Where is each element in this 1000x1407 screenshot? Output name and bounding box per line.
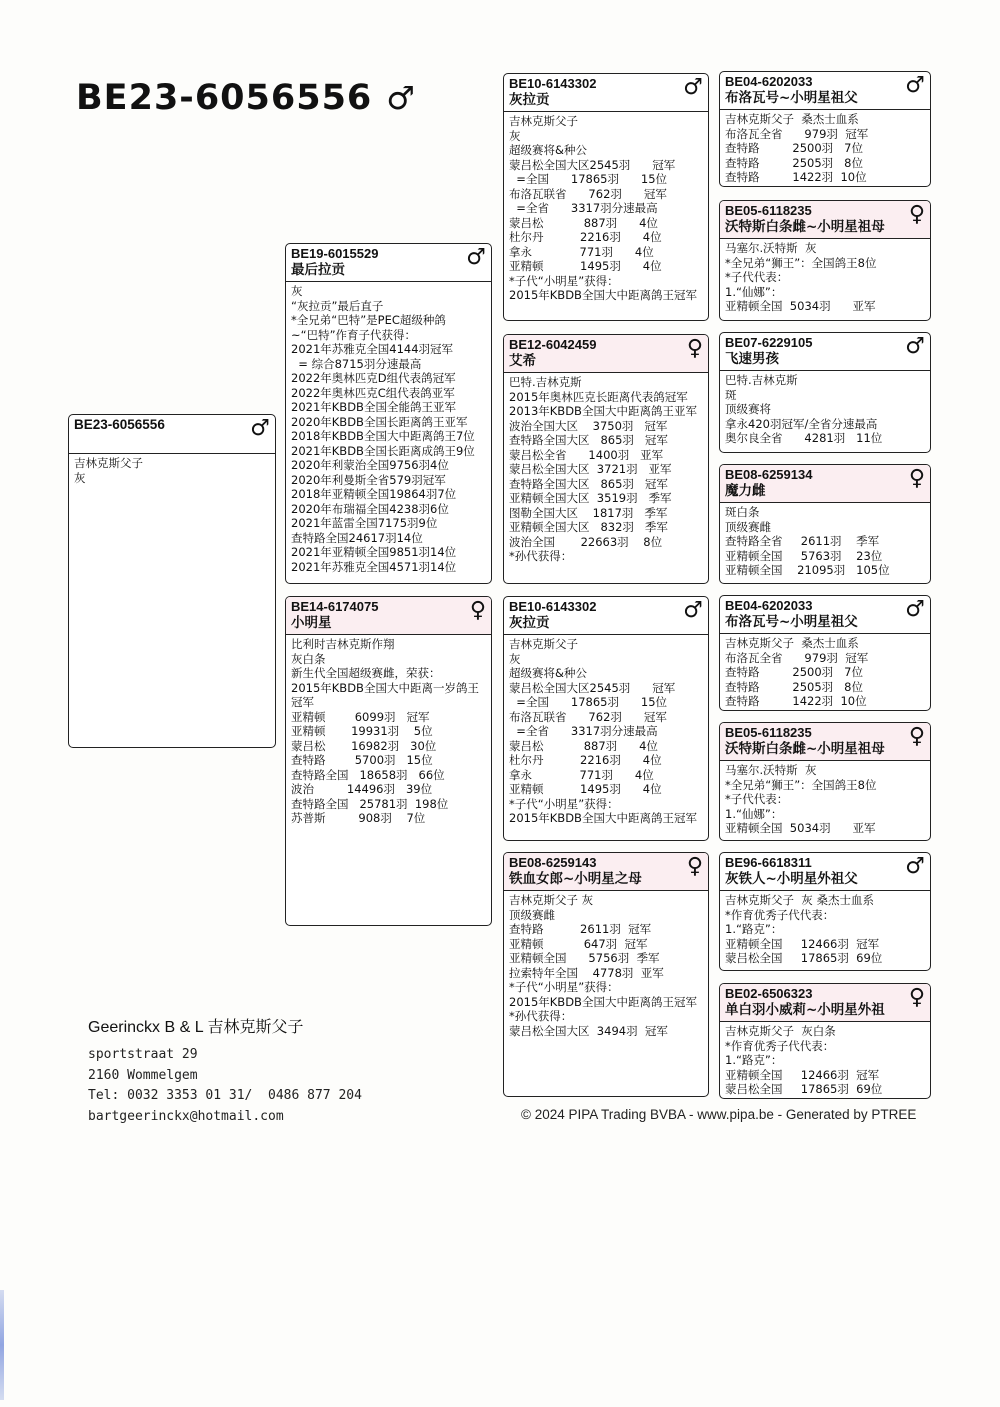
female-symbol-icon: ♀ — [469, 598, 486, 623]
card-line: 亚精顿全国 5756羽 季军 — [509, 951, 660, 965]
card-line: *作育优秀子代代表： — [725, 1038, 835, 1053]
card-header — [720, 72, 930, 110]
card-header — [720, 333, 930, 371]
male-symbol-icon: ♂ — [905, 597, 925, 622]
card-line: ~“巴特”作育子代获得： — [291, 327, 417, 342]
card-line: *子代代表： — [725, 792, 789, 806]
card-line: 亚精顿全国 21095羽 105位 — [725, 563, 890, 577]
card-line: 查特路全省 2611羽 季军 — [725, 534, 880, 548]
pedigree-card-subject — [68, 414, 276, 748]
card-line: 1.“仙娜”： — [725, 806, 783, 821]
card-line: 巴特.吉林克斯 — [509, 375, 582, 389]
ring-number: BE04-6202033 — [725, 74, 813, 89]
card-line: 查特路全国大区 865羽 冠军 — [509, 433, 668, 447]
card-line: 查特路 1422羽 10位 — [725, 694, 867, 708]
pedigree-card-sire-sire — [503, 73, 709, 321]
card-header — [286, 597, 491, 635]
card-line: 蒙吕松全国大区 3721羽 亚军 — [509, 462, 672, 476]
ring-number: BE02-6506323 — [725, 986, 813, 1001]
card-line: 蒙吕松 16982羽 30位 — [291, 738, 437, 753]
pedigree-card-sds — [719, 332, 931, 453]
card-line: 波治 14496羽 39位 — [291, 782, 433, 796]
card-line: =全省 3317羽分速最高 — [509, 724, 658, 738]
card-line: 顶级赛雌 — [509, 907, 555, 922]
ring-number: BE10-6143302 — [509, 76, 597, 91]
card-line: 顶级赛雌 — [725, 519, 771, 534]
male-symbol-icon: ♂ — [386, 79, 416, 117]
card-line: 2015年KBDB全国大中距离鸽王冠军 — [509, 811, 697, 825]
card-line: 图勒全国大区 1817羽 季军 — [509, 505, 668, 520]
ring-number: BE04-6202033 — [725, 598, 813, 613]
card-line: 布洛瓦联省 762羽 冠军 — [509, 709, 667, 724]
pigeon-name: 艾希 — [509, 353, 536, 369]
card-line: 吉林克斯父子 灰白条 — [725, 1024, 836, 1038]
card-line: 吉林克斯父子 灰 桑杰士血系 — [725, 893, 874, 907]
card-line: 2020年利曼斯全省579羽冠军 — [291, 472, 446, 487]
card-line: 拿永420羽冠军/全省分速最高 — [725, 416, 878, 431]
card-line: 吉林克斯父子 — [74, 456, 143, 470]
card-body — [504, 635, 708, 826]
female-symbol-icon: ♀ — [908, 985, 925, 1010]
card-line: 马塞尔.沃特斯 灰 — [725, 241, 817, 255]
card-line: 新生代全国超级赛雌，荣获： — [291, 666, 441, 680]
card-line: 冠军 — [291, 695, 314, 709]
card-body — [504, 891, 708, 1038]
card-line: 马塞尔.沃特斯 灰 — [725, 763, 817, 777]
card-line: *子代“小明星”获得： — [509, 273, 619, 288]
card-line: 查特路 2505羽 8位 — [725, 679, 863, 694]
card-line: 蒙吕松全国 17865羽 69位 — [725, 951, 883, 965]
breeder-info — [88, 1014, 362, 1127]
breeder-phone: Tel: 0032 3353 01 31/ 0486 877 204 — [88, 1088, 362, 1103]
ring-number: BE05-6118235 — [725, 203, 812, 218]
card-line: 亚精顿 1495羽 4位 — [509, 259, 662, 273]
card-line: 布洛瓦全省 979羽 冠军 — [725, 650, 869, 665]
male-symbol-icon: ♂ — [250, 416, 270, 441]
card-line: =全国 17865羽 15位 — [509, 695, 668, 709]
pedigree-card-sdd — [719, 464, 931, 584]
breeder-city: 2160 Wommelgem — [88, 1067, 198, 1083]
card-line: 蒙吕松 887羽 4位 — [509, 215, 658, 230]
pedigree-card-sire — [285, 243, 492, 584]
card-line: 2022年奥林匹克C组代表鸽亚军 — [291, 385, 455, 400]
card-header — [720, 853, 930, 891]
card-line: 查特路 2505羽 8位 — [725, 155, 863, 170]
pedigree-card-dsd — [719, 722, 931, 841]
card-header — [286, 244, 491, 282]
card-line: 蒙吕松全国大区2545羽 冠军 — [509, 157, 676, 172]
card-line: *全兄弟“巴特”是PEC超级种鸽 — [291, 313, 446, 327]
pedigree-card-sire-dam — [503, 334, 709, 584]
card-line: 亚精顿全国大区 832羽 季军 — [509, 520, 668, 534]
card-body — [69, 454, 275, 485]
card-body — [720, 239, 930, 314]
female-symbol-icon: ♀ — [686, 854, 703, 879]
pigeon-name: 沃特斯白条雌~小明星祖母 — [725, 219, 885, 235]
card-line: 吉林克斯父子 灰 — [509, 893, 594, 907]
card-line: 2018年KBDB全国大中距离鸽王7位 — [291, 429, 475, 443]
pigeon-name: 最后拉贡 — [291, 262, 345, 278]
card-line: 蒙吕松 887羽 4位 — [509, 738, 658, 753]
ring-number: BE14-6174075 — [291, 599, 379, 614]
pedigree-card-dds — [719, 852, 931, 971]
card-header — [504, 74, 708, 112]
card-header — [720, 984, 930, 1022]
card-line: 2020年利蒙治全国9756羽4位 — [291, 458, 449, 472]
card-body — [720, 371, 930, 446]
card-line: 杜尔丹 2216羽 4位 — [509, 230, 662, 244]
card-line: *孙代获得： — [509, 549, 573, 563]
card-line: 灰 — [509, 128, 521, 143]
ring-number: BE96-6618311 — [725, 855, 812, 870]
pedigree-card-ssd — [719, 200, 931, 321]
pigeon-name: 灰拉贡 — [509, 615, 550, 631]
card-line: 亚精顿全国 12466羽 冠军 — [725, 936, 880, 951]
pedigree-card-sss — [719, 71, 931, 187]
card-line: 亚精顿全国大区 3519羽 季军 — [509, 491, 672, 505]
card-line: 2015年KBDB全国大中距离鸽王冠军 — [509, 994, 697, 1009]
copyright-footer: © 2024 PIPA Trading BVBA - www.pipa.be - Generated by PTREE — [521, 1107, 917, 1122]
card-line: 灰 — [291, 284, 303, 298]
female-symbol-icon: ♀ — [908, 202, 925, 227]
male-symbol-icon: ♂ — [683, 598, 703, 623]
male-symbol-icon: ♂ — [905, 334, 925, 359]
card-line: =全国 17865羽 15位 — [509, 172, 668, 186]
card-line: 2021年苏雅克全国4571羽14位 — [291, 559, 457, 574]
card-line: 2021年蓝雷全国7175羽9位 — [291, 516, 438, 530]
card-body — [720, 634, 930, 709]
female-symbol-icon: ♀ — [908, 466, 925, 491]
card-line: = 综合8715羽分速最高 — [291, 356, 422, 371]
card-line: 2018年亚精顿全国19864羽7位 — [291, 487, 457, 501]
pigeon-name: 灰拉贡 — [509, 92, 550, 108]
card-line: 波治全国 22663羽 8位 — [509, 534, 663, 549]
card-line: 拉索特年全国 4778羽 亚军 — [509, 965, 664, 980]
card-header — [720, 723, 930, 761]
card-line: *子代“小明星”获得： — [509, 796, 619, 811]
male-symbol-icon: ♂ — [683, 75, 703, 100]
ring-number: BE07-6229105 — [725, 335, 813, 350]
card-line: 查特路 5700羽 15位 — [291, 753, 433, 767]
card-line: 顶级赛将 — [725, 402, 771, 416]
card-line: 查特路全国大区 865羽 冠军 — [509, 476, 668, 491]
card-line: *子代代表： — [725, 270, 789, 284]
female-symbol-icon: ♀ — [908, 724, 925, 749]
card-line: 吉林克斯父子 — [509, 114, 578, 128]
card-line: 灰白条 — [291, 651, 326, 666]
scan-edge-mark — [0, 1290, 4, 1400]
male-symbol-icon: ♂ — [905, 73, 925, 98]
card-line: “灰拉贡”最后直子 — [291, 298, 384, 313]
card-line: 斑白条 — [725, 505, 760, 519]
card-body — [720, 761, 930, 836]
card-line: 1.“仙娜”： — [725, 284, 783, 299]
pigeon-name: 沃特斯白条雌~小明星祖母 — [725, 741, 885, 757]
card-header — [504, 597, 708, 635]
card-line: 1.“路克”： — [725, 922, 783, 936]
card-line: 2020年布瑞福全国4238羽6位 — [291, 501, 449, 516]
card-line: 2015年KBDB全国大中距离一岁鸽王 — [291, 680, 479, 695]
card-line: 蒙吕松全国大区2545羽 冠军 — [509, 680, 676, 695]
card-header — [720, 465, 930, 503]
card-line: 巴特.吉林克斯 — [725, 373, 798, 387]
breeder-street: sportstraat 29 — [88, 1047, 198, 1062]
card-header — [69, 415, 275, 454]
card-line: 查特路全国 18658羽 66位 — [291, 767, 445, 782]
card-line: 蒙吕松全国大区 3494羽 冠军 — [509, 1023, 668, 1038]
breeder-email: bartgeerinckx@hotmail.com — [88, 1108, 284, 1124]
pedigree-card-ddd — [719, 983, 931, 1099]
card-line: 吉林克斯父子 — [509, 637, 578, 651]
card-line: 布洛瓦联省 762羽 冠军 — [509, 186, 667, 201]
pedigree-card-dam — [285, 596, 492, 926]
card-line: 亚精顿 647羽 冠军 — [509, 936, 648, 951]
male-symbol-icon: ♂ — [466, 245, 486, 270]
card-line: 查特路 1422羽 10位 — [725, 170, 867, 184]
female-symbol-icon: ♀ — [686, 336, 703, 361]
ring-number: BE08-6259143 — [509, 855, 597, 870]
card-line: 查特路 2611羽 冠军 — [509, 922, 652, 936]
pigeon-name: 布洛瓦号~小明星祖父 — [725, 90, 858, 106]
card-line: 吉林克斯父子 桑杰士血系 — [725, 112, 859, 126]
card-line: 灰 — [74, 470, 86, 485]
ring-number: BE12-6042459 — [509, 337, 597, 352]
card-line: 拿永 771羽 4位 — [509, 244, 654, 259]
card-line: 2021年KBDB全国全能鸽王亚军 — [291, 400, 456, 414]
card-line: 亚精顿全国 5763羽 23位 — [725, 548, 883, 563]
card-line: 1.“路克”： — [725, 1053, 783, 1067]
card-line: 亚精顿全国 12466羽 冠军 — [725, 1067, 880, 1082]
card-body — [286, 282, 491, 574]
page-title — [76, 78, 416, 118]
card-line: *孙代获得： — [509, 1009, 573, 1023]
card-line: 2015年KBDB全国大中距离鸽王冠军 — [509, 288, 697, 302]
pedigree-card-dss — [719, 595, 931, 711]
ring-number: BE19-6015529 — [291, 246, 379, 261]
card-line: *作育优秀子代代表： — [725, 907, 835, 922]
card-header — [504, 335, 708, 373]
card-line: 蒙吕松全省 1400羽 亚军 — [509, 447, 664, 462]
card-body — [720, 503, 930, 578]
card-line: 2021年苏雅克全国4144羽冠军 — [291, 342, 454, 356]
card-line: 布洛瓦全省 979羽 冠军 — [725, 126, 869, 141]
pigeon-name: 铁血女郎~小明星之母 — [509, 871, 642, 887]
card-line: 2022年奥林匹克D组代表鸽冠军 — [291, 371, 456, 385]
card-body — [504, 112, 708, 303]
card-line: 拿永 771羽 4位 — [509, 767, 654, 782]
card-line: 亚精顿 19931羽 5位 — [291, 724, 433, 738]
card-line: 比利时吉林克斯作翔 — [291, 637, 395, 651]
card-line: *子代“小明星”获得： — [509, 980, 619, 994]
card-body — [286, 635, 491, 826]
pedigree-card-dam-sire — [503, 596, 709, 841]
card-line: 灰 — [509, 651, 521, 666]
ring-number: BE23-6056556 — [74, 417, 165, 432]
card-line: 超级赛将&种公 — [509, 666, 587, 680]
card-line: 查特路全国 25781羽 198位 — [291, 796, 449, 811]
card-line: 亚精顿全国 5034羽 亚军 — [725, 299, 876, 313]
card-line: 2013年KBDB全国大中距离鸽王亚军 — [509, 404, 697, 418]
breeder-name: Geerinckx B & L 吉林克斯父子 — [88, 1019, 304, 1036]
card-line: =全省 3317羽分速最高 — [509, 201, 658, 215]
card-line: 2020年KBDB全国长距离鸽王亚军 — [291, 414, 468, 429]
card-line: 查特路 2500羽 7位 — [725, 141, 863, 155]
card-line: 波治全国大区 3750羽 冠军 — [509, 418, 668, 433]
card-header — [720, 596, 930, 634]
card-line: 奥尔良全省 4281羽 11位 — [725, 431, 883, 445]
card-line: 查特路全国24617羽14位 — [291, 530, 423, 545]
pigeon-name: 灰铁人~小明星外祖父 — [725, 871, 858, 887]
card-line: 杜尔丹 2216羽 4位 — [509, 753, 662, 767]
card-body — [504, 373, 708, 564]
male-symbol-icon: ♂ — [905, 854, 925, 879]
pedigree-card-dam-dam — [503, 852, 709, 1097]
card-line: 亚精顿 6099羽 冠军 — [291, 709, 430, 724]
card-line: 查特路 2500羽 7位 — [725, 665, 863, 679]
card-line: 2015年奥林匹克长距离代表鸽冠军 — [509, 389, 688, 404]
card-line: *全兄弟“狮王”：全国鸽王8位 — [725, 255, 877, 270]
card-line: 吉林克斯父子 桑杰士血系 — [725, 636, 859, 650]
card-line: 亚精顿全国 5034羽 亚军 — [725, 821, 876, 835]
card-line: 2021年KBDB全国长距离成鸽王9位 — [291, 443, 475, 458]
pigeon-name: 布洛瓦号~小明星祖父 — [725, 614, 858, 630]
card-line: 蒙吕松全国 17865羽 69位 — [725, 1082, 883, 1096]
pigeon-name: 魔力雌 — [725, 483, 766, 499]
card-body — [720, 891, 930, 966]
card-line: 苏普斯 908羽 7位 — [291, 811, 426, 825]
card-header — [720, 201, 930, 239]
ring-number: BE05-6118235 — [725, 725, 812, 740]
title-ring-number: BE23-6056556 — [76, 78, 373, 118]
ring-number: BE08-6259134 — [725, 467, 813, 482]
card-body — [720, 110, 930, 185]
pigeon-name: 小明星 — [291, 615, 332, 631]
pigeon-name: 飞速男孩 — [725, 351, 779, 367]
card-line: 2021年亚精顿全国9851羽14位 — [291, 545, 457, 559]
card-line: *全兄弟“狮王”：全国鸽王8位 — [725, 777, 877, 792]
card-line: 超级赛将&种公 — [509, 143, 587, 157]
ring-number: BE10-6143302 — [509, 599, 597, 614]
card-line: 亚精顿 1495羽 4位 — [509, 782, 662, 796]
card-header — [504, 853, 708, 891]
pigeon-name: 单白羽小威莉~小明星外祖 — [725, 1002, 885, 1018]
card-line: 斑 — [725, 387, 737, 402]
card-body — [720, 1022, 930, 1097]
